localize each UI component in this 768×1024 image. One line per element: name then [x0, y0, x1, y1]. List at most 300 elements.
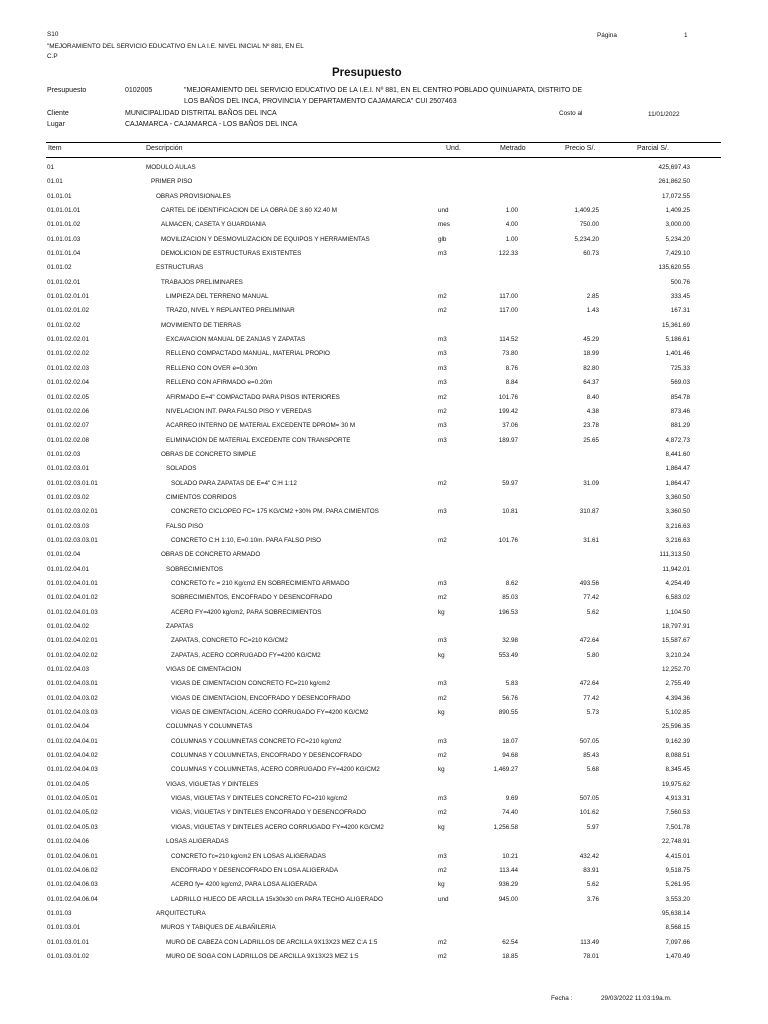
item-unit: m3: [438, 508, 447, 516]
item-code: 01.01.02.04.03.02: [47, 694, 98, 702]
item-description: OBRAS DE CONCRETO ARMADO: [161, 551, 261, 559]
item-unit: m3: [438, 579, 447, 587]
item-unit: m2: [438, 536, 447, 544]
item-precio: 82.80: [583, 364, 599, 372]
table-row: [0, 161, 768, 175]
item-description: ENCOFRADO Y DESENCOFRADO EN LOSA ALIGERADA: [171, 866, 339, 874]
item-description: LOSAS ALIGERADAS: [166, 838, 229, 846]
item-code: 01.01.02.01.01: [47, 293, 90, 301]
item-metrado: 5.83: [505, 680, 518, 688]
table-row: [0, 907, 768, 921]
item-parcial: 167.31: [670, 307, 690, 315]
item-code: 01.01.03.01.01: [47, 938, 90, 946]
item-parcial: 3,216.63: [665, 522, 690, 530]
item-precio: 3.76: [586, 895, 599, 903]
table-row: [0, 792, 768, 806]
col-descripcion: Descripción: [146, 145, 183, 152]
item-code: 01.01.03.01: [47, 924, 81, 932]
item-precio: 472.64: [579, 637, 599, 645]
table-row: [0, 347, 768, 361]
item-unit: m3: [438, 379, 447, 387]
item-code: 01.01.02.04.01.03: [47, 608, 98, 616]
presupuesto-desc-line-2: LOS BAÑOS DEL INCA, PROVINCIA Y DEPARTAMENTO CAJAMARCA" CUI 2507463: [184, 98, 457, 105]
item-code: 01.01.01: [47, 192, 72, 200]
item-description: SOBRECIMIENTOS, ENCOFRADO Y DESENCOFRADO: [171, 594, 333, 602]
item-parcial: 4,415.01: [665, 852, 690, 860]
item-parcial: 7,560.53: [665, 809, 690, 817]
item-code: 01.01.02.04.06.04: [47, 895, 98, 903]
item-metrado: 1.00: [505, 235, 518, 243]
item-description: ARQUITECTURA: [156, 909, 206, 917]
item-code: 01.01.02.02: [47, 321, 81, 329]
item-code: 01.01.01.01: [47, 207, 81, 215]
project-short-line-1: "MEJORAMIENTO DEL SERVICIO EDUCATIVO EN LA I.E. NIVEL INICIAL Nº 881, EN EL: [47, 43, 304, 50]
item-precio: 5.62: [586, 608, 599, 616]
item-description: CONCRETO CICLOPEO FC= 175 KG/CM2 +30% PM. PARA CIMIENTOS: [171, 508, 379, 516]
item-parcial: 1,864.47: [665, 465, 690, 473]
item-parcial: 3,216.63: [665, 536, 690, 544]
item-code: 01.01.02.04.06: [47, 838, 90, 846]
item-parcial: 2,755.49: [665, 680, 690, 688]
item-metrado: 196.53: [498, 608, 518, 616]
table-row: [0, 304, 768, 318]
item-description: PRIMER PISO: [151, 178, 193, 186]
table-row: [0, 434, 768, 448]
item-precio: 493.56: [579, 579, 599, 587]
item-unit: m2: [438, 594, 447, 602]
table-row: [0, 190, 768, 204]
item-metrado: 18.07: [502, 737, 518, 745]
table-row: [0, 247, 768, 261]
item-unit: m2: [438, 393, 447, 401]
item-unit: m2: [438, 307, 447, 315]
table-row: [0, 290, 768, 304]
item-parcial: 1,470.49: [665, 952, 690, 960]
item-description: COLUMNAS Y COLUMNETAS, ACERO CORRUGADO FY=4200 KG/CM2: [171, 766, 380, 774]
table-row: [0, 835, 768, 849]
table-header: [46, 142, 721, 158]
item-precio: 5.73: [586, 709, 599, 717]
item-parcial: 500.76: [670, 278, 690, 286]
item-parcial: 9,518.75: [665, 866, 690, 874]
item-metrado: 890.55: [498, 709, 518, 717]
table-row: [0, 778, 768, 792]
table-row: [0, 749, 768, 763]
item-description: ELIMINACION DE MATERIAL EXCEDENTE CON TRANSPORTE: [166, 436, 351, 444]
col-und: Und.: [446, 145, 461, 152]
item-code: 01.01.02.04.04.03: [47, 766, 98, 774]
item-unit: und: [438, 207, 449, 215]
item-unit: kg: [438, 823, 445, 831]
item-code: 01.01.02.04.04: [47, 723, 90, 731]
item-description: TRAZO, NIVEL Y REPLANTEO PRELIMINAR: [166, 307, 295, 315]
item-code: 01.01.02.02.01: [47, 336, 90, 344]
item-metrado: 189.97: [498, 436, 518, 444]
item-description: CONCRETO C:H 1:10, E=0.10m. PARA FALSO PISO: [171, 536, 322, 544]
item-unit: m3: [438, 250, 447, 258]
item-metrado: 945.00: [498, 895, 518, 903]
table-row: [0, 634, 768, 648]
item-parcial: 6,583.02: [665, 594, 690, 602]
item-code: 01.01.01.04: [47, 250, 81, 258]
item-code: 01.01.02.03.03.01: [47, 536, 98, 544]
lugar-label: Lugar: [47, 121, 65, 128]
item-code: 01.01.02.02.02: [47, 350, 90, 358]
item-metrado: 59.97: [502, 479, 518, 487]
item-code: 01.01.02.04.06.02: [47, 866, 98, 874]
item-parcial: 3,000.00: [665, 221, 690, 229]
item-parcial: 8,088.51: [665, 752, 690, 760]
item-code: 01.01.02.04.01.01: [47, 579, 98, 587]
col-parcial: Parcial S/.: [637, 145, 669, 152]
item-parcial: 854.78: [670, 393, 690, 401]
item-description: VIGAS, VIGUETAS Y DINTELES ACERO CORRUGADO FY=4200 KG/CM2: [171, 823, 384, 831]
item-parcial: 4,394.36: [665, 694, 690, 702]
item-unit: m3: [438, 350, 447, 358]
item-code: 01.01.02.02.04: [47, 379, 90, 387]
col-precio: Precio S/.: [565, 145, 596, 152]
item-metrado: 10.81: [502, 508, 518, 516]
item-parcial: 8,345.45: [665, 766, 690, 774]
item-precio: 77.42: [583, 694, 599, 702]
item-code: 01.01.02.02.05: [47, 393, 90, 401]
item-unit: kg: [438, 766, 445, 774]
item-code: 01.01.01.03: [47, 235, 81, 243]
costo-label: Costo al: [559, 110, 583, 117]
table-row: [0, 448, 768, 462]
item-unit: kg: [438, 881, 445, 889]
table-row: [0, 477, 768, 491]
item-precio: 85.43: [583, 752, 599, 760]
item-precio: 5.97: [586, 823, 599, 831]
item-description: ACERO FY=4200 kg/cm2, PARA SOBRECIMIENTOS: [171, 608, 322, 616]
item-description: SOBRECIMIENTOS: [166, 565, 223, 573]
item-precio: 5.62: [586, 881, 599, 889]
item-precio: 5.80: [586, 651, 599, 659]
item-precio: 5.68: [586, 766, 599, 774]
item-metrado: 936.29: [498, 881, 518, 889]
item-metrado: 9.69: [505, 795, 518, 803]
item-parcial: 95,638.14: [661, 909, 690, 917]
table-row: [0, 864, 768, 878]
item-code: 01.01.02.03.01: [47, 465, 90, 473]
item-description: MODULO AULAS: [146, 164, 196, 171]
item-metrado: 62.54: [502, 938, 518, 946]
presupuesto-label: Presupuesto: [47, 87, 87, 94]
table-row: [0, 376, 768, 390]
table-row: [0, 950, 768, 964]
item-parcial: 8,441.60: [665, 450, 690, 458]
item-description: AFIRMADO E=4" COMPACTADO PARA PISOS INTERIORES: [166, 393, 340, 401]
table-row: [0, 462, 768, 476]
table-row: [0, 577, 768, 591]
table-row: [0, 520, 768, 534]
table-row: [0, 591, 768, 605]
item-metrado: 553.49: [498, 651, 518, 659]
item-description: COLUMNAS Y COLUMNETAS: [166, 723, 253, 731]
item-precio: 101.62: [579, 809, 599, 817]
item-parcial: 873.46: [670, 407, 690, 415]
item-description: MURO DE CABEZA CON LADRILLOS DE ARCILLA 9X13X23 MEZ C:A 1:5: [166, 938, 378, 946]
item-code: 01.01.02.04.02: [47, 623, 90, 630]
item-parcial: 5,186.61: [665, 336, 690, 344]
item-parcial: 135,620.55: [658, 264, 690, 272]
item-precio: 310.87: [579, 508, 599, 516]
item-parcial: 15,587.67: [661, 637, 690, 645]
item-precio: 507.05: [579, 737, 599, 745]
item-code: 01.01.02.04.01.02: [47, 594, 98, 602]
table-row: [0, 204, 768, 218]
item-code: 01.01.02.04.05: [47, 780, 90, 788]
item-unit: m2: [438, 479, 447, 487]
item-description: VIGAS DE CIMENTACION CONCRETO FC=210 kg/cm2: [171, 680, 331, 688]
table-row: [0, 878, 768, 892]
item-description: VIGAS, VIGUETAS Y DINTELES ENCOFRADO Y DESENCOFRADO: [171, 809, 367, 817]
item-code: 01.01.02.04.02.01: [47, 637, 98, 645]
table-row: [0, 491, 768, 505]
table-row: [0, 606, 768, 620]
item-parcial: 5,234.20: [665, 235, 690, 243]
item-precio: 83.91: [583, 866, 599, 874]
item-parcial: 1,104.50: [665, 608, 690, 616]
item-code: 01.01.02.01: [47, 278, 81, 286]
item-precio: 18.99: [583, 350, 599, 358]
table-row: [0, 319, 768, 333]
item-precio: 432.42: [579, 852, 599, 860]
item-precio: 77.42: [583, 594, 599, 602]
item-description: MOVIMIENTO DE TIERRAS: [161, 321, 241, 329]
item-precio: 60.73: [583, 250, 599, 258]
item-precio: 31.61: [583, 536, 599, 544]
table-row: [0, 233, 768, 247]
item-code: 01.01.03: [47, 909, 72, 917]
table-row: [0, 850, 768, 864]
item-unit: m2: [438, 694, 447, 702]
item-parcial: 15,361.69: [661, 321, 690, 329]
item-code: 01.01.02.04.03: [47, 666, 90, 674]
item-precio: 507.05: [579, 795, 599, 803]
table-row: [0, 534, 768, 548]
item-parcial: 3,360.50: [665, 493, 690, 501]
table-row: [0, 763, 768, 777]
item-description: VIGAS DE CIMENTACION, ENCOFRADO Y DESENCOFRADO: [171, 694, 351, 702]
item-parcial: 25,596.35: [661, 723, 690, 731]
item-parcial: 881.29: [670, 422, 690, 430]
item-metrado: 114.52: [499, 336, 518, 344]
cliente-value: MUNICIPALIDAD DISTRITAL BAÑOS DEL INCA: [125, 110, 277, 117]
item-code: 01.01.02.02.07: [47, 422, 90, 430]
item-unit: kg: [438, 608, 445, 616]
item-description: ESTRUCTURAS: [156, 264, 204, 272]
item-description: MURO DE SOGA CON LADRILLOS DE ARCILLA 9X13X23 MEZ 1:5: [166, 952, 359, 960]
item-metrado: 73.80: [502, 350, 518, 358]
item-description: ZAPATAS, ACERO CORRUGADO FY=4200 KG/CM2: [171, 651, 321, 659]
pagina-label: Página: [597, 32, 617, 39]
item-description: LADRILLO HUECO DE ARCILLA 15x30x30 cm PARA TECHO ALIGERADO: [171, 895, 383, 903]
item-code: 01.01.02.03.02.01: [47, 508, 98, 516]
item-description: VIGAS DE CIMENTACION: [166, 666, 242, 674]
item-code: 01.01.02.04.01: [47, 565, 90, 573]
item-unit: m3: [438, 336, 447, 344]
table-row: [0, 806, 768, 820]
item-description: MUROS Y TABIQUES DE ALBAÑILERIA: [161, 924, 276, 932]
presupuesto-code: 0102005: [125, 87, 153, 94]
item-precio: 23.78: [583, 422, 599, 430]
item-unit: m2: [438, 293, 447, 301]
item-parcial: 8,568.15: [665, 924, 690, 932]
item-parcial: 569.03: [670, 379, 690, 387]
item-unit: kg: [438, 709, 445, 717]
item-metrado: 8.84: [505, 379, 518, 387]
item-code: 01.01.02.04.06.03: [47, 881, 98, 889]
item-parcial: 425,697.43: [658, 164, 690, 171]
item-description: OBRAS DE CONCRETO SIMPLE: [161, 450, 257, 458]
page-title: Presupuesto: [332, 67, 402, 79]
item-code: 01.01.02.04.05.03: [47, 823, 98, 831]
item-precio: 750.00: [579, 221, 599, 229]
table-row: [0, 548, 768, 562]
item-unit: mes: [438, 221, 450, 229]
item-unit: und: [438, 895, 449, 903]
item-precio: 31.09: [583, 479, 599, 487]
item-precio: 472.64: [579, 680, 599, 688]
item-description: VIGAS, VIGUETAS Y DINTELES: [166, 780, 259, 788]
col-item: Item: [48, 145, 62, 152]
table-row: [0, 419, 768, 433]
item-description: RELLENO CON AFIRMADO e=0.20m: [166, 379, 273, 387]
item-unit: glb: [438, 235, 447, 243]
cliente-label: Cliente: [47, 110, 69, 117]
item-metrado: 113.44: [499, 866, 518, 874]
item-code: 01.01.02.02.06: [47, 407, 90, 415]
budget-table: [0, 161, 768, 964]
s10-label: S10: [47, 31, 59, 38]
item-parcial: 5,102.85: [665, 709, 690, 717]
table-row: [0, 663, 768, 677]
item-code: 01.01.02.01.02: [47, 307, 90, 315]
item-precio: 8.40: [586, 393, 599, 401]
fecha-value: 29/03/2022 11:03:19a.m.: [601, 995, 672, 1002]
item-unit: m3: [438, 436, 447, 444]
item-code: 01: [47, 164, 55, 171]
item-description: MOVILIZACION Y DESMOVILIZACION DE EQUIPOS Y HERRAMIENTAS: [161, 235, 370, 243]
item-parcial: 11,942.01: [662, 565, 690, 573]
item-description: ACARREO INTERNO DE MATERIAL EXCEDENTE DPROM= 30 M: [166, 422, 356, 430]
item-parcial: 111,313.50: [659, 551, 690, 559]
item-metrado: 32.98: [502, 637, 518, 645]
table-row: [0, 620, 768, 634]
table-row: [0, 692, 768, 706]
item-code: 01.01.03.01.02: [47, 952, 90, 960]
item-parcial: 9,162.39: [665, 737, 690, 745]
presupuesto-desc-line-1: "MEJORAMIENTO DEL SERVICIO EDUCATIVO DE LA I.E.I. Nº 881, EN EL CENTRO POBLADO QUINUAPATA, DISTRITO DE: [184, 87, 583, 94]
item-unit: m3: [438, 364, 447, 372]
item-description: CIMIENTOS CORRIDOS: [166, 493, 237, 501]
item-code: 01.01.02.03.03: [47, 522, 90, 530]
item-description: COLUMNAS Y COLUMNETAS CONCRETO FC=210 kg/cm2: [171, 737, 342, 745]
item-code: 01.01.01.02: [47, 221, 81, 229]
item-parcial: 1,401.46: [665, 350, 690, 358]
item-parcial: 725.33: [670, 364, 690, 372]
item-code: 01.01.02.04.04.02: [47, 752, 98, 760]
item-code: 01.01.02.04: [47, 551, 81, 559]
item-code: 01.01.02.04.02.02: [47, 651, 98, 659]
item-description: VIGAS DE CIMENTACION, ACERO CORRUGADO FY=4200 KG/CM2: [171, 709, 369, 717]
table-row: [0, 677, 768, 691]
item-description: RELLENO CON OVER e=0.30m: [166, 364, 258, 372]
lugar-value: CAJAMARCA - CAJAMARCA - LOS BAÑOS DEL INCA: [125, 121, 298, 128]
col-metrado: Metrado: [500, 145, 526, 152]
item-parcial: 7,429.10: [665, 250, 690, 258]
item-code: 01.01.02.04.03.03: [47, 709, 98, 717]
item-description: SOLADOS: [166, 465, 197, 473]
item-metrado: 4.00: [505, 221, 518, 229]
item-precio: 45.29: [583, 336, 599, 344]
item-description: CONCRETO f'c = 210 Kg/cm2 EN SOBRECIMIENTO ARMADO: [171, 579, 350, 587]
item-metrado: 94.68: [502, 752, 518, 760]
item-code: 01.01.02.03.01.01: [47, 479, 98, 487]
item-description: LIMPIEZA DEL TERRENO MANUAL: [166, 293, 269, 301]
item-unit: m3: [438, 637, 447, 645]
item-metrado: 101.76: [498, 393, 518, 401]
item-precio: 4.38: [586, 407, 599, 415]
project-short-line-2: C.P: [47, 53, 58, 60]
item-unit: kg: [438, 651, 445, 659]
table-row: [0, 735, 768, 749]
item-unit: m2: [438, 938, 447, 946]
item-precio: 113.49: [580, 938, 599, 946]
item-description: ZAPATAS: [166, 623, 194, 630]
item-metrado: 10.21: [502, 852, 518, 860]
item-metrado: 199.42: [498, 407, 518, 415]
item-metrado: 56.76: [502, 694, 518, 702]
item-precio: 1,409.25: [574, 207, 599, 215]
item-unit: m3: [438, 737, 447, 745]
item-parcial: 19,975.62: [661, 780, 690, 788]
item-parcial: 12,252.70: [661, 666, 690, 674]
item-metrado: 117.00: [499, 307, 518, 315]
costo-date: 11/01/2022: [648, 111, 680, 118]
item-description: FALSO PISO: [166, 522, 204, 530]
fecha-label: Fecha :: [551, 995, 573, 1002]
item-metrado: 101.76: [498, 536, 518, 544]
item-description: DEMOLICION DE ESTRUCTURAS EXISTENTES: [161, 250, 302, 258]
item-description: SOLADO PARA ZAPATAS DE E=4" C:H 1:12: [171, 479, 297, 487]
item-parcial: 4,913.31: [665, 795, 690, 803]
item-metrado: 18.85: [502, 952, 518, 960]
item-parcial: 333.45: [670, 293, 690, 301]
table-row: [0, 405, 768, 419]
item-metrado: 122.33: [498, 250, 518, 258]
item-description: ALMACEN, CASETA Y GUARDIANIA: [161, 221, 266, 229]
table-row: [0, 175, 768, 189]
item-unit: m2: [438, 952, 447, 960]
item-unit: m2: [438, 866, 447, 874]
item-precio: 5,234.20: [574, 235, 599, 243]
item-description: ACERO fy= 4200 kg/cm2, PARA LOSA ALIGERADA: [171, 881, 317, 889]
item-metrado: 37.06: [502, 422, 518, 430]
item-unit: m2: [438, 752, 447, 760]
item-parcial: 7,501.78: [665, 823, 690, 831]
item-parcial: 1,409.25: [665, 207, 690, 215]
table-row: [0, 362, 768, 376]
item-unit: m2: [438, 407, 447, 415]
item-code: 01.01.02.02.08: [47, 436, 90, 444]
item-unit: m3: [438, 795, 447, 803]
pagina-number: 1: [684, 32, 688, 39]
item-precio: 25.65: [583, 436, 599, 444]
item-metrado: 85.03: [502, 594, 518, 602]
